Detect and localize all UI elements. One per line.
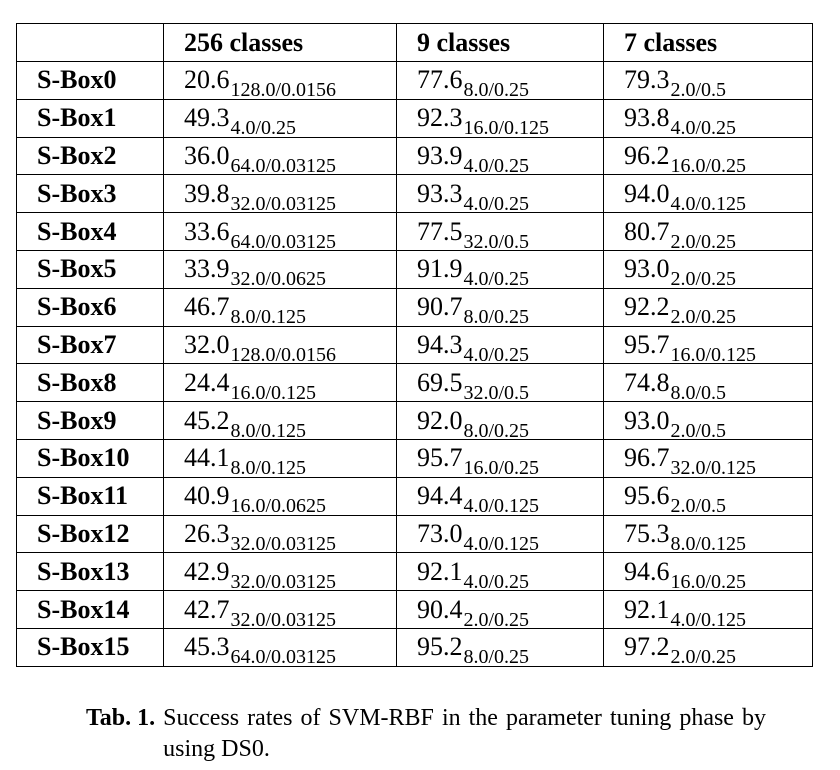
results-table bbox=[16, 23, 813, 667]
table-cell bbox=[397, 591, 604, 629]
parameter-subscript: 4.0/0.125 bbox=[670, 608, 747, 629]
row-label: S-Box3 bbox=[17, 175, 164, 213]
parameter-subscript: 8.0/0.25 bbox=[463, 79, 530, 100]
parameter-subscript: 4.0/0.25 bbox=[670, 117, 737, 138]
row-label: S-Box15 bbox=[17, 628, 164, 666]
table-cell bbox=[604, 439, 813, 477]
table-row bbox=[17, 137, 813, 175]
row-label: S-Box11 bbox=[17, 477, 164, 515]
table-cell bbox=[397, 628, 604, 666]
table-cell bbox=[397, 364, 604, 402]
success-rate-value: 75.3 bbox=[624, 518, 670, 548]
success-rate-value: 79.3 bbox=[624, 65, 670, 95]
success-rate-value: 94.3 bbox=[417, 329, 463, 359]
success-rate-value: 45.2 bbox=[184, 405, 230, 435]
parameter-subscript: 2.0/0.25 bbox=[670, 268, 737, 289]
success-rate-value: 26.3 bbox=[184, 518, 230, 548]
row-label: S-Box14 bbox=[17, 591, 164, 629]
table-cell bbox=[604, 553, 813, 591]
row-label: S-Box7 bbox=[17, 326, 164, 364]
parameter-subscript: 8.0/0.25 bbox=[463, 646, 530, 667]
table-cell bbox=[397, 515, 604, 553]
table-cell bbox=[397, 137, 604, 175]
table-cell bbox=[604, 364, 813, 402]
parameter-subscript: 32.0/0.03125 bbox=[230, 608, 337, 629]
success-rate-value: 92.2 bbox=[624, 292, 670, 322]
parameter-subscript: 32.0/0.0625 bbox=[230, 268, 327, 289]
table-cell bbox=[397, 288, 604, 326]
table-cell bbox=[164, 213, 397, 251]
success-rate-value: 77.5 bbox=[417, 216, 463, 246]
success-rate-value: 42.9 bbox=[184, 556, 230, 586]
row-label: S-Box12 bbox=[17, 515, 164, 553]
parameter-subscript: 8.0/0.25 bbox=[463, 419, 530, 440]
success-rate-value: 96.7 bbox=[624, 443, 670, 473]
parameter-subscript: 32.0/0.03125 bbox=[230, 570, 337, 591]
table-cell bbox=[397, 62, 604, 100]
table-cell bbox=[604, 591, 813, 629]
table-cell bbox=[604, 628, 813, 666]
parameter-subscript: 64.0/0.03125 bbox=[230, 154, 337, 175]
table-cell bbox=[164, 439, 397, 477]
success-rate-value: 49.3 bbox=[184, 103, 230, 133]
parameter-subscript: 8.0/0.25 bbox=[463, 306, 530, 327]
success-rate-value: 77.6 bbox=[417, 65, 463, 95]
table-cell bbox=[397, 402, 604, 440]
header-corner bbox=[17, 24, 164, 62]
success-rate-value: 93.0 bbox=[624, 405, 670, 435]
table-cell bbox=[164, 477, 397, 515]
table-row bbox=[17, 288, 813, 326]
table-caption bbox=[86, 703, 766, 765]
success-rate-value: 32.0 bbox=[184, 329, 230, 359]
table-cell bbox=[604, 326, 813, 364]
table-cell bbox=[397, 99, 604, 137]
table-cell bbox=[164, 62, 397, 100]
parameter-subscript: 32.0/0.5 bbox=[463, 230, 530, 251]
parameter-subscript: 128.0/0.0156 bbox=[230, 343, 337, 364]
parameter-subscript: 32.0/0.125 bbox=[670, 457, 757, 478]
parameter-subscript: 32.0/0.03125 bbox=[230, 532, 337, 553]
success-rate-value: 95.6 bbox=[624, 481, 670, 511]
header-9-classes: 9 classes bbox=[397, 24, 604, 62]
table-cell bbox=[604, 99, 813, 137]
parameter-subscript: 4.0/0.125 bbox=[463, 495, 540, 516]
table-cell bbox=[604, 515, 813, 553]
success-rate-value: 93.0 bbox=[624, 254, 670, 284]
success-rate-value: 46.7 bbox=[184, 292, 230, 322]
success-rate-value: 40.9 bbox=[184, 481, 230, 511]
parameter-subscript: 16.0/0.125 bbox=[670, 343, 757, 364]
success-rate-value: 95.7 bbox=[417, 443, 463, 473]
success-rate-value: 92.1 bbox=[624, 594, 670, 624]
success-rate-value: 97.2 bbox=[624, 632, 670, 662]
table-row bbox=[17, 213, 813, 251]
row-label: S-Box8 bbox=[17, 364, 164, 402]
row-label: S-Box2 bbox=[17, 137, 164, 175]
parameter-subscript: 2.0/0.25 bbox=[463, 608, 530, 629]
table-cell bbox=[164, 515, 397, 553]
parameter-subscript: 2.0/0.5 bbox=[670, 495, 727, 516]
parameter-subscript: 32.0/0.5 bbox=[463, 381, 530, 402]
table-cell bbox=[604, 175, 813, 213]
header-256-classes: 256 classes bbox=[164, 24, 397, 62]
table-row bbox=[17, 591, 813, 629]
parameter-subscript: 4.0/0.25 bbox=[463, 268, 530, 289]
parameter-subscript: 16.0/0.0625 bbox=[230, 495, 327, 516]
success-rate-value: 73.0 bbox=[417, 518, 463, 548]
parameter-subscript: 4.0/0.25 bbox=[463, 343, 530, 364]
table-row bbox=[17, 515, 813, 553]
parameter-subscript: 16.0/0.25 bbox=[670, 570, 747, 591]
table-cell bbox=[164, 137, 397, 175]
success-rate-value: 24.4 bbox=[184, 367, 230, 397]
parameter-subscript: 4.0/0.25 bbox=[463, 570, 530, 591]
table-cell bbox=[164, 628, 397, 666]
success-rate-value: 44.1 bbox=[184, 443, 230, 473]
table-cell bbox=[397, 326, 604, 364]
table-cell bbox=[604, 213, 813, 251]
parameter-subscript: 8.0/0.5 bbox=[670, 381, 727, 402]
parameter-subscript: 2.0/0.5 bbox=[670, 419, 727, 440]
success-rate-value: 74.8 bbox=[624, 367, 670, 397]
parameter-subscript: 8.0/0.125 bbox=[670, 532, 747, 553]
table-cell bbox=[604, 402, 813, 440]
table-cell bbox=[397, 213, 604, 251]
table-cell bbox=[164, 288, 397, 326]
row-label: S-Box5 bbox=[17, 250, 164, 288]
table-cell bbox=[397, 439, 604, 477]
row-label: S-Box9 bbox=[17, 402, 164, 440]
success-rate-value: 39.8 bbox=[184, 178, 230, 208]
success-rate-value: 45.3 bbox=[184, 632, 230, 662]
table-cell bbox=[397, 250, 604, 288]
table-row bbox=[17, 175, 813, 213]
success-rate-value: 95.7 bbox=[624, 329, 670, 359]
parameter-subscript: 8.0/0.125 bbox=[230, 306, 307, 327]
parameter-subscript: 2.0/0.5 bbox=[670, 79, 727, 100]
table-cell bbox=[164, 591, 397, 629]
success-rate-value: 69.5 bbox=[417, 367, 463, 397]
row-label: S-Box4 bbox=[17, 213, 164, 251]
success-rate-value: 33.6 bbox=[184, 216, 230, 246]
table-cell bbox=[164, 99, 397, 137]
row-label: S-Box0 bbox=[17, 62, 164, 100]
parameter-subscript: 2.0/0.25 bbox=[670, 306, 737, 327]
success-rate-value: 93.9 bbox=[417, 140, 463, 170]
caption-text: Success rates of SVM-RBF in the parameter tuning phase by using DS0. bbox=[163, 705, 766, 762]
table-row bbox=[17, 553, 813, 591]
parameter-subscript: 16.0/0.125 bbox=[230, 381, 317, 402]
parameter-subscript: 64.0/0.03125 bbox=[230, 646, 337, 667]
caption-label: Tab. 1. bbox=[86, 705, 156, 731]
parameter-subscript: 8.0/0.125 bbox=[230, 457, 307, 478]
table-cell bbox=[604, 477, 813, 515]
table-cell bbox=[164, 364, 397, 402]
success-rate-value: 92.1 bbox=[417, 556, 463, 586]
success-rate-value: 96.2 bbox=[624, 140, 670, 170]
parameter-subscript: 64.0/0.03125 bbox=[230, 230, 337, 251]
parameter-subscript: 8.0/0.125 bbox=[230, 419, 307, 440]
parameter-subscript: 4.0/0.25 bbox=[463, 192, 530, 213]
table-cell bbox=[604, 137, 813, 175]
success-rate-value: 95.2 bbox=[417, 632, 463, 662]
parameter-subscript: 2.0/0.25 bbox=[670, 646, 737, 667]
parameter-subscript: 4.0/0.125 bbox=[463, 532, 540, 553]
success-rate-value: 36.0 bbox=[184, 140, 230, 170]
success-rate-value: 93.3 bbox=[417, 178, 463, 208]
success-rate-value: 91.9 bbox=[417, 254, 463, 284]
parameter-subscript: 16.0/0.25 bbox=[670, 154, 747, 175]
success-rate-value: 90.4 bbox=[417, 594, 463, 624]
table-row bbox=[17, 326, 813, 364]
parameter-subscript: 32.0/0.03125 bbox=[230, 192, 337, 213]
success-rate-value: 92.0 bbox=[417, 405, 463, 435]
table-row bbox=[17, 364, 813, 402]
success-rate-value: 80.7 bbox=[624, 216, 670, 246]
table-cell bbox=[604, 62, 813, 100]
table-cell bbox=[604, 288, 813, 326]
table-row bbox=[17, 477, 813, 515]
table-cell bbox=[164, 326, 397, 364]
table-cell bbox=[397, 477, 604, 515]
parameter-subscript: 16.0/0.125 bbox=[463, 117, 550, 138]
success-rate-value: 42.7 bbox=[184, 594, 230, 624]
table-row bbox=[17, 62, 813, 100]
parameter-subscript: 4.0/0.25 bbox=[230, 117, 297, 138]
header-row bbox=[17, 24, 813, 62]
table-row bbox=[17, 402, 813, 440]
success-rate-value: 92.3 bbox=[417, 103, 463, 133]
table-cell bbox=[397, 175, 604, 213]
row-label: S-Box10 bbox=[17, 439, 164, 477]
table-row bbox=[17, 250, 813, 288]
parameter-subscript: 128.0/0.0156 bbox=[230, 79, 337, 100]
parameter-subscript: 16.0/0.25 bbox=[463, 457, 540, 478]
success-rate-value: 94.6 bbox=[624, 556, 670, 586]
table-cell bbox=[164, 402, 397, 440]
success-rate-value: 90.7 bbox=[417, 292, 463, 322]
success-rate-value: 20.6 bbox=[184, 65, 230, 95]
table-cell bbox=[397, 553, 604, 591]
success-rate-value: 33.9 bbox=[184, 254, 230, 284]
success-rate-value: 94.0 bbox=[624, 178, 670, 208]
success-rate-value: 93.8 bbox=[624, 103, 670, 133]
parameter-subscript: 2.0/0.25 bbox=[670, 230, 737, 251]
parameter-subscript: 4.0/0.125 bbox=[670, 192, 747, 213]
header-7-classes: 7 classes bbox=[604, 24, 813, 62]
parameter-subscript: 4.0/0.25 bbox=[463, 154, 530, 175]
table-cell bbox=[164, 175, 397, 213]
table-row bbox=[17, 99, 813, 137]
row-label: S-Box6 bbox=[17, 288, 164, 326]
table-cell bbox=[164, 250, 397, 288]
table-row bbox=[17, 628, 813, 666]
table-row bbox=[17, 439, 813, 477]
row-label: S-Box1 bbox=[17, 99, 164, 137]
table-body bbox=[17, 62, 813, 667]
row-label: S-Box13 bbox=[17, 553, 164, 591]
table-cell bbox=[604, 250, 813, 288]
success-rate-value: 94.4 bbox=[417, 481, 463, 511]
table-cell bbox=[164, 553, 397, 591]
